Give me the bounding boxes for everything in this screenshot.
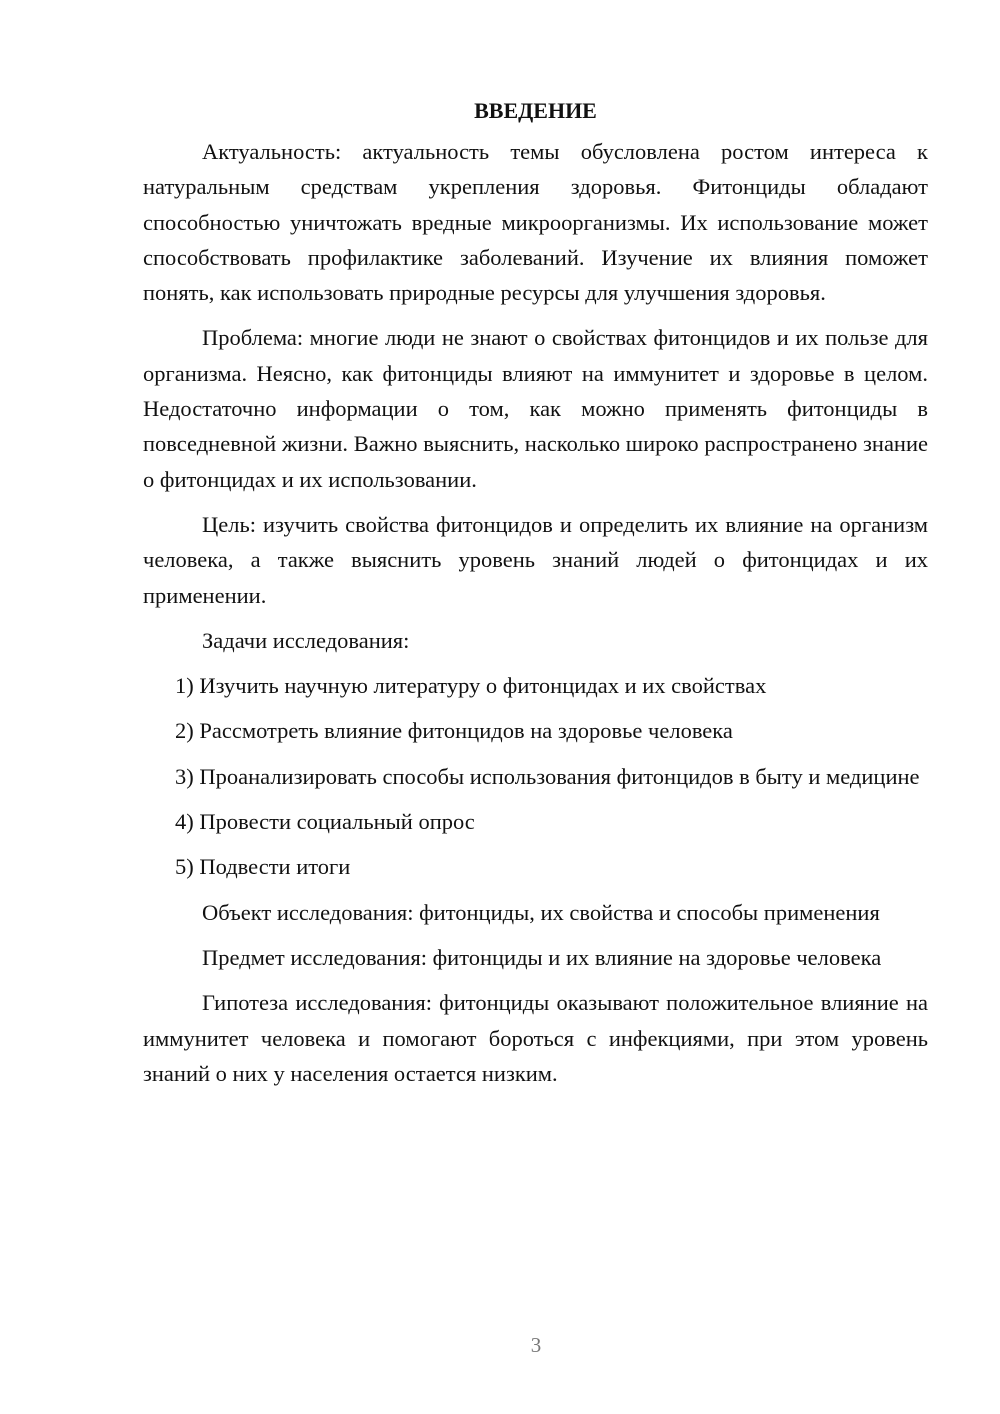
goal-paragraph: Цель: изучить свойства фитонцидов и определить их влияние на организм человека, а также выяснить уровень знаний людей о фитонцидах и их применении. (143, 511, 928, 608)
task-item: 1) Изучить научную литературу о фитонцидах и их свойствах (175, 673, 767, 699)
relevance-paragraph: Актуальность: актуальность темы обусловлена ростом интереса к натуральным средствам укрепления здоровья. Фитонциды обладают способностью уничтожать вредные микроорганизмы. Их использование может способствовать профилактике заболеваний. Изучение их влияния поможет понять, как использовать природные ресурсы для улучшения здоровья. (143, 139, 928, 306)
problem-paragraph: Проблема: многие люди не знают о свойствах фитонцидов и их пользе для организма. Неясно, как фитонциды влияют на иммунитет и здоровье в целом. Недостаточно информации о том, как можно применять фитонциды в повседневной жизни. Важно выяснить, насколько широко распространено знание о фитонцидах и их использовании. (143, 325, 928, 492)
task-item: 5) Подвести итоги (175, 854, 351, 880)
subject-paragraph: Предмет исследования: фитонциды и их влияние на здоровье человека (202, 944, 882, 970)
task-item: 2) Рассмотреть влияние фитонцидов на здоровье человека (175, 718, 733, 744)
page-number: 3 (530, 1333, 542, 1357)
section-heading: ВВЕДЕНИЕ (474, 98, 597, 123)
document-body (143, 96, 928, 1101)
task-item: 3) Проанализировать способы использования фитонцидов в быту и медицине (175, 763, 920, 789)
object-paragraph: Объект исследования: фитонциды, их свойства и способы применения (202, 899, 880, 925)
tasks-title: Задачи исследования: (202, 627, 410, 653)
task-item: 4) Провести социальный опрос (175, 809, 475, 835)
hypothesis-paragraph: Гипотеза исследования: фитонциды оказывают положительное влияние на иммунитет человека и помогают бороться с инфекциями, при этом уровень знаний о них у населения остается низким. (143, 990, 928, 1086)
